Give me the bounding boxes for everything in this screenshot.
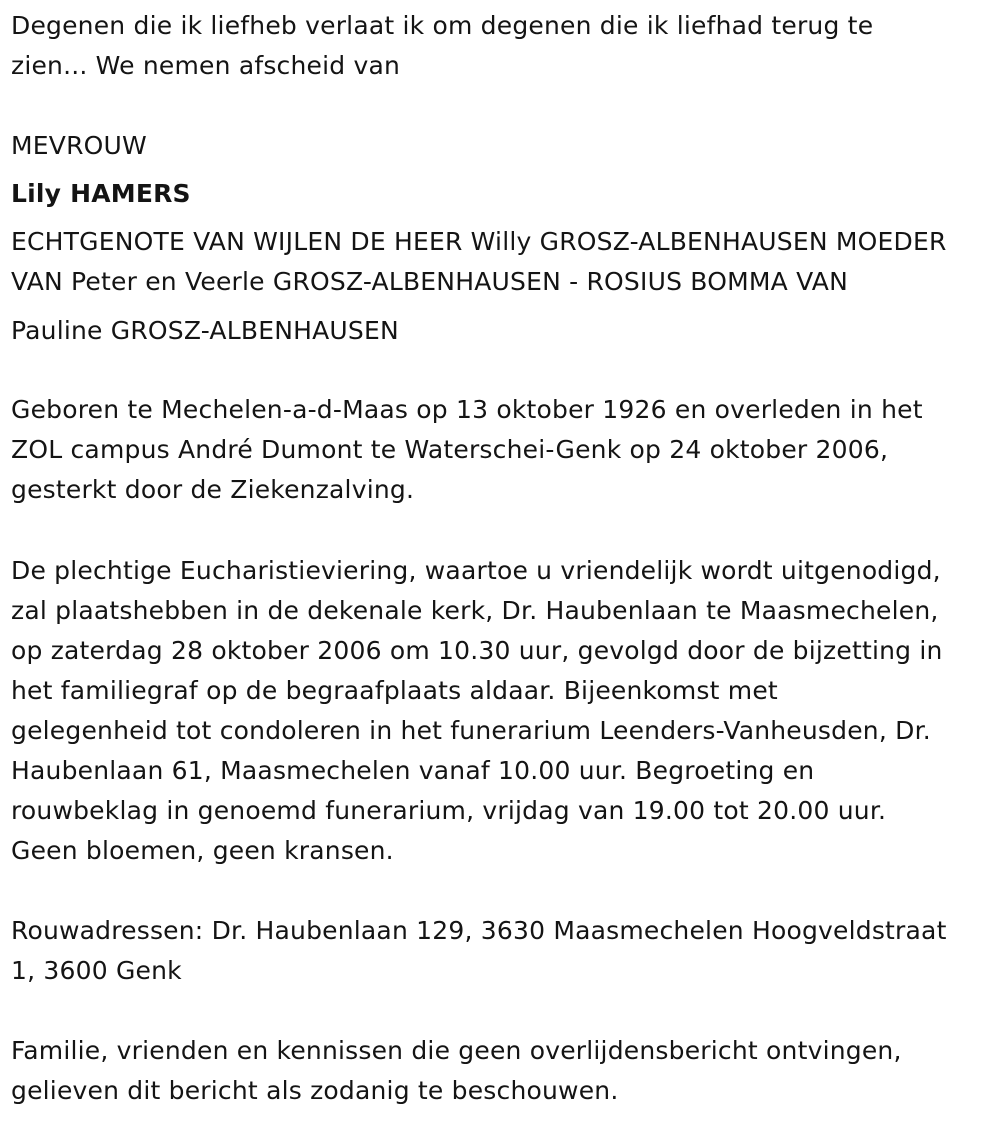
intro-line: Degenen die ik liefheb verlaat ik om degenen die ik liefhad terug te xyxy=(11,11,874,40)
ceremony-line: rouwbeklag in genoemd funerarium, vrijdag van 19.00 tot 20.00 uur. xyxy=(11,796,887,825)
birth-death-line: gesterkt door de Ziekenzalving. xyxy=(11,475,415,504)
addresses-line: 1, 3600 Genk xyxy=(11,956,182,985)
closing-line: gelieven dit bericht als zodanig te beschouwen. xyxy=(11,1076,619,1105)
ceremony-line: het familiegraf op de begraafplaats aldaar. Bijeenkomst met xyxy=(11,676,778,705)
relations-line: ECHTGENOTE VAN WIJLEN DE HEER Willy GROSZ-ALBENHAUSEN MOEDER xyxy=(11,227,947,256)
ceremony-line: zal plaatshebben in de dekenale kerk, Dr. Haubenlaan te Maasmechelen, xyxy=(11,596,939,625)
ceremony-line: Geen bloemen, geen kransen. xyxy=(11,836,394,865)
relations-line: VAN Peter en Veerle GROSZ-ALBENHAUSEN - ROSIUS BOMMA VAN xyxy=(11,267,848,296)
salutation: MEVROUW xyxy=(11,131,147,160)
closing-line: Familie, vrienden en kennissen die geen overlijdensbericht ontvingen, xyxy=(11,1036,902,1065)
ceremony-line: Haubenlaan 61, Maasmechelen vanaf 10.00 uur. Begroeting en xyxy=(11,756,815,785)
ceremony-line: gelegenheid tot condoleren in het funerarium Leenders-Vanheusden, Dr. xyxy=(11,716,931,745)
birth-death-line: ZOL campus André Dumont te Waterschei-Genk op 24 oktober 2006, xyxy=(11,435,889,464)
intro-line: zien... We nemen afscheid van xyxy=(11,51,401,80)
ceremony-line: op zaterdag 28 oktober 2006 om 10.30 uur, gevolgd door de bijzetting in xyxy=(11,636,943,665)
deceased-name: Lily HAMERS xyxy=(11,179,191,208)
addresses-line: Rouwadressen: Dr. Haubenlaan 129, 3630 Maasmechelen Hoogveldstraat xyxy=(11,916,947,945)
relations-line: Pauline GROSZ-ALBENHAUSEN xyxy=(11,316,399,345)
ceremony-line: De plechtige Eucharistieviering, waartoe u vriendelijk wordt uitgenodigd, xyxy=(11,556,941,585)
birth-death-line: Geboren te Mechelen-a-d-Maas op 13 oktober 1926 en overleden in het xyxy=(11,395,923,424)
